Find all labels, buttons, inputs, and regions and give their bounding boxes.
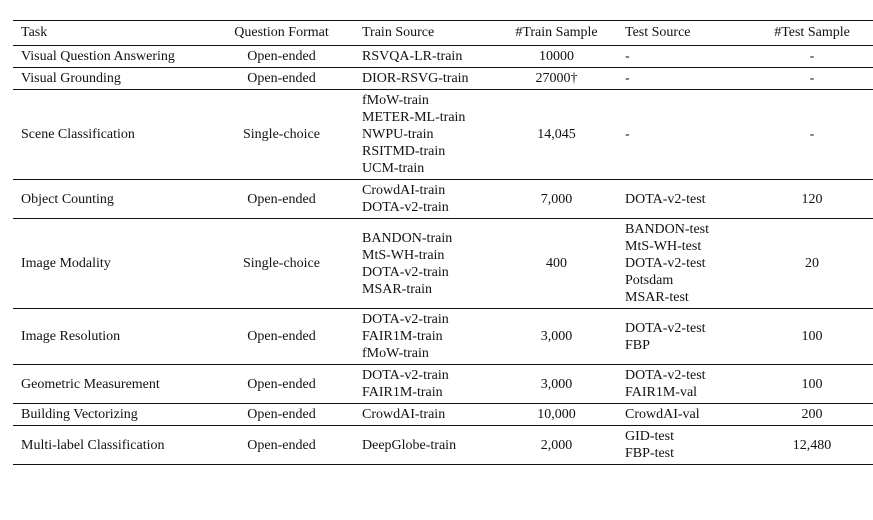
train-source-item: DOTA-v2-train xyxy=(362,264,449,280)
cell-train-sample: 400 xyxy=(546,256,567,271)
train-source-item: fMoW-train xyxy=(362,346,429,361)
cell-train-sample: 10000 xyxy=(539,49,574,64)
table-row xyxy=(13,426,873,465)
cell-question-format: Open-ended xyxy=(247,49,316,64)
cell-test-sample: 100 xyxy=(801,329,823,344)
test-source-item: - xyxy=(625,127,630,142)
train-source-item: RSVQA-LR-train xyxy=(362,49,463,64)
table-row xyxy=(13,309,873,365)
cell-train-source xyxy=(350,180,498,219)
train-source-item: FAIR1M-train xyxy=(362,329,443,344)
train-source-item: METER-ML-train xyxy=(362,110,466,125)
test-source-item: GID-test xyxy=(625,429,674,444)
dataset-table xyxy=(13,20,873,465)
cell-test-sample: 120 xyxy=(801,191,823,207)
cell-test-source xyxy=(615,180,751,219)
test-source-item: MSAR-test xyxy=(625,290,689,305)
table-body xyxy=(13,46,873,465)
table-row xyxy=(13,365,873,404)
cell-test-sample: 20 xyxy=(805,256,819,271)
train-source-item: MtS-WH-train xyxy=(362,247,445,263)
header-train-source: Train Source xyxy=(362,25,435,40)
cell-train-sample: 27000† xyxy=(535,71,578,86)
cell-task: Image Resolution xyxy=(21,329,121,344)
cell-test-sample: - xyxy=(809,49,815,64)
header-train-sample: #Train Sample xyxy=(515,25,598,40)
train-source-item: CrowdAI-train xyxy=(362,407,446,422)
cell-question-format: Open-ended xyxy=(247,329,316,344)
cell-train-source xyxy=(350,309,498,365)
cell-test-sample: 12,480 xyxy=(792,437,832,453)
cell-test-source xyxy=(615,426,751,465)
cell-train-sample: 10,000 xyxy=(537,407,576,422)
cell-train-source xyxy=(350,90,498,180)
cell-question-format: Open-ended xyxy=(247,191,316,207)
test-source-item: FBP-test xyxy=(625,446,675,461)
train-source-item: fMoW-train xyxy=(362,93,429,108)
train-source-item: NWPU-train xyxy=(362,127,434,142)
cell-task: Object Counting xyxy=(21,191,114,207)
cell-train-source xyxy=(350,404,498,426)
cell-task: Visual Grounding xyxy=(21,71,121,86)
test-source-item: DOTA-v2-test xyxy=(625,256,706,271)
cell-train-sample: 14,045 xyxy=(537,127,576,142)
cell-test-source xyxy=(615,68,751,90)
cell-test-sample: 200 xyxy=(801,407,823,422)
table-row xyxy=(13,219,873,309)
test-source-item: BANDON-test xyxy=(625,222,709,237)
train-source-item: FAIR1M-train xyxy=(362,385,443,400)
test-source-item: DOTA-v2-test xyxy=(625,368,706,383)
test-source-item: FAIR1M-val xyxy=(625,385,698,400)
cell-question-format: Single-choice xyxy=(243,256,320,271)
cell-task: Visual Question Answering xyxy=(21,49,175,64)
table-row xyxy=(13,68,873,90)
cell-question-format: Open-ended xyxy=(247,437,316,453)
header-test-source: Test Source xyxy=(625,25,691,40)
test-source-item: CrowdAI-val xyxy=(625,407,700,422)
test-source-item: - xyxy=(625,71,630,86)
cell-question-format: Single-choice xyxy=(243,127,320,142)
cell-test-source xyxy=(615,219,751,309)
cell-train-sample: 2,000 xyxy=(540,437,573,453)
test-source-item: Potsdam xyxy=(625,273,674,288)
train-source-item: DeepGlobe-train xyxy=(362,437,457,453)
train-source-item: BANDON-train xyxy=(362,230,453,246)
cell-question-format: Open-ended xyxy=(247,407,316,422)
cell-train-source xyxy=(350,219,498,309)
cell-test-source xyxy=(615,365,751,404)
cell-train-source xyxy=(350,365,498,404)
train-source-item: CrowdAI-train xyxy=(362,183,446,198)
train-source-item: MSAR-train xyxy=(362,281,432,297)
cell-train-source xyxy=(350,46,498,68)
train-source-item: UCM-train xyxy=(362,161,425,176)
table-row xyxy=(13,90,873,180)
cell-question-format: Open-ended xyxy=(247,71,316,86)
cell-test-sample: - xyxy=(809,71,815,86)
header-test-sample: #Test Sample xyxy=(774,25,850,40)
test-source-item: DOTA-v2-test xyxy=(625,191,706,207)
train-source-item: DOTA-v2-train xyxy=(362,312,449,327)
test-source-item: - xyxy=(625,49,630,64)
train-source-item: DOTA-v2-train xyxy=(362,200,449,215)
cell-task: Geometric Measurement xyxy=(21,376,160,392)
train-source-item: DOTA-v2-train xyxy=(362,368,449,383)
cell-train-sample: 3,000 xyxy=(540,329,573,344)
cell-test-source xyxy=(615,309,751,365)
cell-train-sample: 7,000 xyxy=(540,191,573,207)
cell-task: Image Modality xyxy=(21,256,111,271)
cell-test-source xyxy=(615,90,751,180)
table-row xyxy=(13,180,873,219)
table-row xyxy=(13,404,873,426)
table-container xyxy=(13,20,850,465)
train-source-item: RSITMD-train xyxy=(362,144,446,159)
header-row xyxy=(13,21,873,46)
cell-train-source xyxy=(350,68,498,90)
test-source-item: DOTA-v2-test xyxy=(625,320,706,336)
cell-test-sample: - xyxy=(809,127,815,142)
cell-train-source xyxy=(350,426,498,465)
train-source-item: DIOR-RSVG-train xyxy=(362,71,469,86)
header-question-format: Question Format xyxy=(234,25,329,40)
cell-test-sample: 100 xyxy=(801,376,823,392)
cell-question-format: Open-ended xyxy=(247,376,316,392)
cell-task: Scene Classification xyxy=(21,127,135,142)
cell-test-source xyxy=(615,46,751,68)
table-row xyxy=(13,46,873,68)
cell-train-sample: 3,000 xyxy=(540,376,573,392)
header-task: Task xyxy=(21,25,48,40)
test-source-item: MtS-WH-test xyxy=(625,239,702,254)
cell-test-source xyxy=(615,404,751,426)
test-source-item: FBP xyxy=(625,337,650,353)
table-header xyxy=(13,21,873,46)
cell-task: Building Vectorizing xyxy=(21,407,138,422)
cell-task: Multi-label Classification xyxy=(21,437,165,453)
